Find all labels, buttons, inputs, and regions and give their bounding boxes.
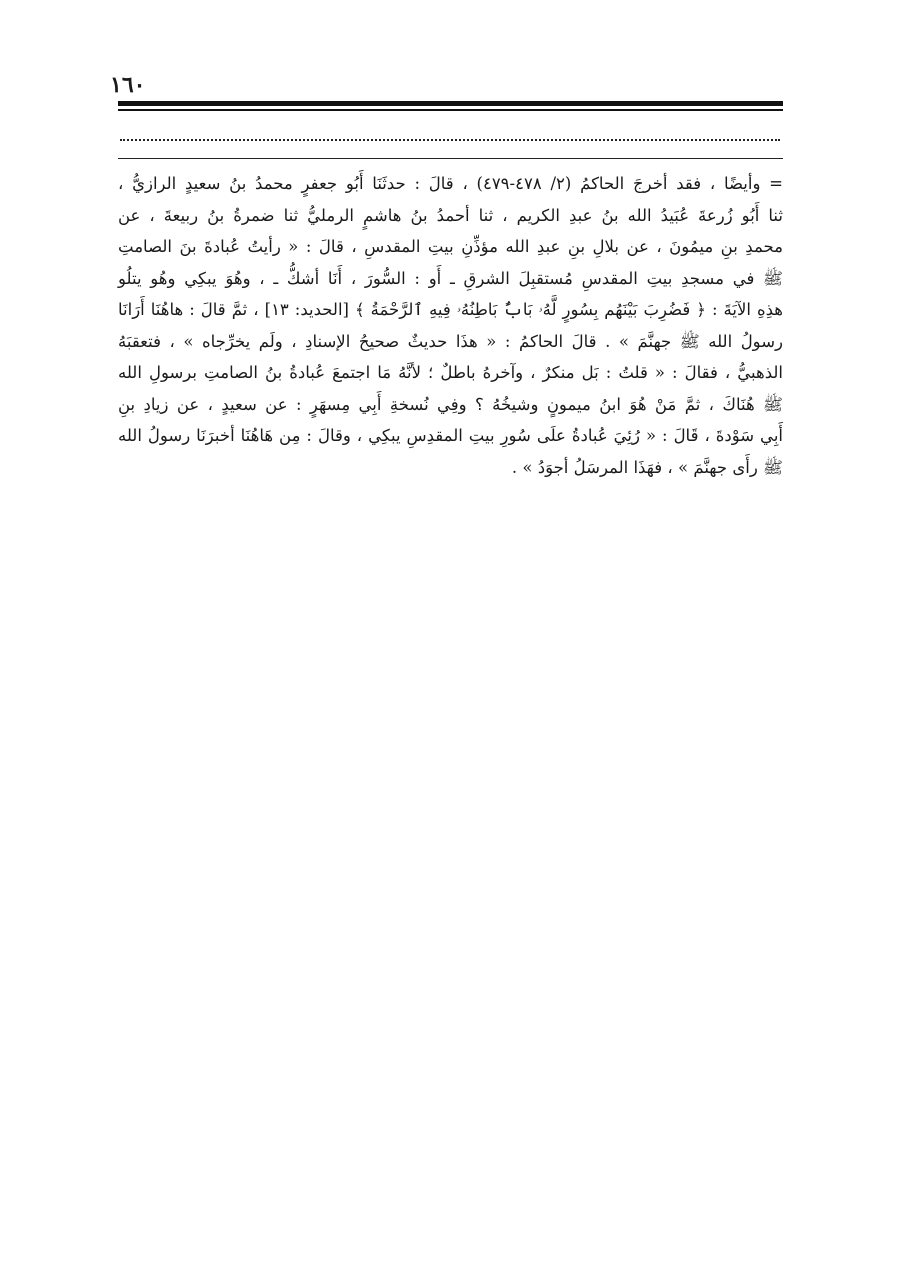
footnote-line: ﷺ رأَى جهنَّمَ » ، فهَذَا المرسَلُ أجوَدُ » . bbox=[511, 457, 783, 477]
footnote-separator-dotted bbox=[120, 139, 780, 141]
footnote-separator-line bbox=[118, 158, 783, 159]
footnote-line: رسولُ الله ﷺ جهنَّمَ » . قالَ الحاكمُ : « هذَا حديثٌ صحيحُ الإسنادِ ، ولَم يخرِّجاه » ، فتعقبَهُ bbox=[118, 331, 783, 351]
footnote-line: محمدِ بنِ ميمُونَ ، عن بلالِ بنِ عبدِ الله مؤذِّنِ بيتِ المقدسِ ، قالَ : « رأيتُ عُبادةَ بنَ الصامتِ bbox=[118, 237, 783, 256]
footnote-line: الذهبيُّ ، فقالَ : « قلتُ : بَل منكرٌ ، وآخرهُ باطلٌ ؛ لأنَّهُ مَا اجتمعَ عُبادةُ بنُ الصامتِ برسولِ الله bbox=[118, 363, 783, 382]
header-rule-thin bbox=[118, 109, 783, 111]
footnote-line: هذِهِ الآيَةَ : ﴿ فَضُرِبَ بَيْنَهُم بِسُورٍ لَّهُۥ بَابٌۢ بَاطِنُهُۥ فِيهِ ٱلرَّحْمَةُ ﴾ [الحديد: ١٣] ، ثمَّ قالَ : هاهُنَا أَرَانَا bbox=[118, 300, 783, 319]
header-rule-thick bbox=[118, 101, 783, 106]
footnote-line: ثنا أَبُو زُرعةَ عُبَيدُ الله بنُ عبدِ الكريم ، ثنا أحمدُ بنُ هاشمٍ الرمليُّ ثنا ضمرةُ بنُ ربيعةَ ، عن bbox=[118, 205, 783, 225]
footnote-line: = وأيضًا ، فقد أخرجَ الحاكمُ (٢/ ٤٧٨-٤٧٩) ، قالَ : حدثَنَا أَبُو جعفرٍ محمدُ بنُ سعيدٍ الرازيُّ ، bbox=[118, 174, 783, 193]
footnote-line: ﷺ هُنَاكَ ، ثمَّ مَنْ هُوَ ابنُ ميمونٍ وشيخُهُ ؟ وفِي نُسخةِ أَبِي مِسهَرٍ : عن سعيدٍ ، عن زيادِ بنِ bbox=[118, 394, 783, 414]
page-number: ١٦٠ bbox=[110, 72, 146, 98]
footnote-line: أَبِي سَوْدةَ ، قَالَ : « رُئِيَ عُبادةُ علَى سُورِ بيتِ المقدِسِ يبكِي ، وقالَ : مِن هَاهُنَا أخبرَنَا رسولُ الله bbox=[118, 426, 783, 445]
footnote-line: ﷺ في مسجدِ بيتِ المقدسِ مُستقبِلَ الشرقِ ـ أَو : السُّورَ ، أَنَا أشكُّ ـ ، وهُوَ يبكِي وهُو يتلُو bbox=[118, 268, 783, 288]
footnote-text bbox=[118, 168, 783, 483]
